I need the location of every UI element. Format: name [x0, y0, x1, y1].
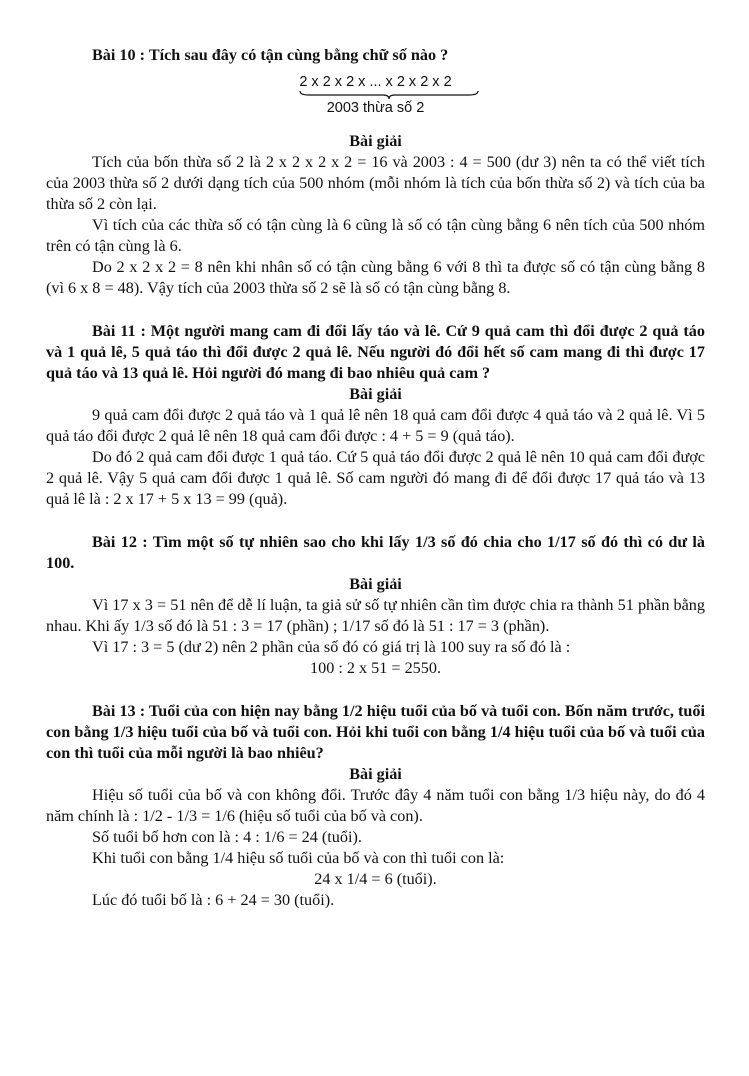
equation: 100 : 2 x 51 = 2550.	[310, 659, 441, 677]
paragraph: Vì 17 x 3 = 51 nên để dễ lí luận, ta giả sử số tự nhiên cần tìm được chia ra thành 51 phần bằng nhau. Khi ấy 1/3 số đó là 51 : 3 = 17 (phần) ; 1/17 số đó là 51 : 17 = 3 (phần).	[46, 596, 705, 635]
paragraph: Vì 17 : 3 = 5 (dư 2) nên 2 phần của số đó có giá trị là 100 suy ra số đó là :	[92, 638, 571, 656]
problem-12-title: Bài 12 : Tìm một số tự nhiên sao cho khi lấy 1/3 số đó chia cho 1/17 số đó thì có dư là 100.	[46, 533, 705, 572]
paragraph: Do đó 2 quả cam đổi được 1 quả táo. Cứ 5 quả táo đổi được 2 quả lê nên 10 quả cam đổi được 2 quả lê. Vậy 5 quả cam đổi được 1 quả lê. Số cam người đó mang đi để đổi được 17 quả táo và 13 quả lê là : 2 x 17 + 5 x 13 = 99 (quả).	[46, 448, 705, 508]
final-answer: Lúc đó tuổi bố là : 6 + 24 = 30 (tuổi).	[92, 891, 335, 909]
paragraph: Vì tích của các thừa số có tận cùng là 6 cũng là số có tận cùng bằng 6 nên tích của 500 nhóm trên có tận cùng là 6.	[46, 216, 705, 255]
paragraph: Khi tuổi con bằng 1/4 hiệu số tuổi của bố và con thì tuổi con là:	[92, 849, 505, 867]
paragraph: 9 quả cam đổi được 2 quả táo và 1 quả lê nên 18 quả cam đổi được 4 quả táo và 2 quả lê. Vì 5 quả táo đổi được 2 quả lê nên 18 quả cam đổi được : 4 + 5 = 9 (quả táo).	[46, 406, 705, 445]
formula-product-text: 2 x 2 x 2 x ... x 2 x 2 x 2	[299, 74, 452, 90]
paragraph: Số tuổi bố hơn con là : 4 : 1/6 = 24 (tuổi).	[92, 828, 362, 846]
formula-product	[299, 74, 451, 97]
product-formula	[46, 74, 705, 117]
problem-13-title: Bài 13 : Tuổi của con hiện nay bằng 1/2 hiệu tuổi của bố và tuổi con. Bốn năm trước, tuổi con bằng 1/3 hiệu tuổi của bố và tuổi con. Hỏi khi tuổi con bằng 1/4 hiệu tuổi của bố và tuổi của con thì tuổi của mỗi người là bao nhiêu?	[46, 702, 705, 762]
solution-heading-12: Bài giải	[349, 575, 402, 593]
equation: 24 x 1/4 = 6 (tuổi).	[314, 870, 437, 888]
paragraph: Hiệu số tuổi của bố và con không đổi. Trước đây 4 năm tuổi con bằng 1/3 hiệu này, do đó 4 năm chính là : 1/2 - 1/3 = 1/6 (hiệu số tuổi của bố và con).	[46, 786, 705, 825]
paragraph: Do 2 x 2 x 2 = 8 nên khi nhân số có tận cùng bằng 6 với 8 thì ta được số có tận cùng bằng 8 (vì 6 x 8 = 48). Vậy tích của 2003 thừa số 2 sẽ là số có tận cùng bằng 8.	[46, 258, 705, 297]
problem-11	[46, 321, 705, 510]
underbrace-icon	[299, 91, 479, 99]
problem-12	[46, 532, 705, 679]
solution-heading-10: Bài giải	[349, 132, 402, 150]
solution-heading-13: Bài giải	[349, 765, 402, 783]
solution-heading-11: Bài giải	[349, 385, 402, 403]
problem-11-title: Bài 11 : Một người mang cam đi đổi lấy táo và lê. Cứ 9 quả cam thì đổi được 2 quả táo và 1 quả lê, 5 quả táo thì đổi được 2 quả lê. Nếu người đó đổi hết số cam mang đi thì được 17 quả táo và 13 quả lê. Hỏi người đó mang đi bao nhiêu quả cam ?	[46, 322, 705, 382]
problem-10-title: Bài 10 : Tích sau đây có tận cùng bằng chữ số nào ?	[92, 46, 449, 64]
paragraph: Tích của bốn thừa số 2 là 2 x 2 x 2 x 2 = 16 và 2003 : 4 = 500 (dư 3) nên ta có thể viết tích của 2003 thừa số 2 dưới dạng tích của 500 nhóm (mỗi nhóm là tích của bốn thừa số 2) và tích của ba thừa số 2 còn lại.	[46, 153, 705, 213]
problem-10	[46, 45, 705, 299]
formula-caption: 2003 thừa số 2	[326, 100, 425, 116]
problem-13	[46, 701, 705, 911]
